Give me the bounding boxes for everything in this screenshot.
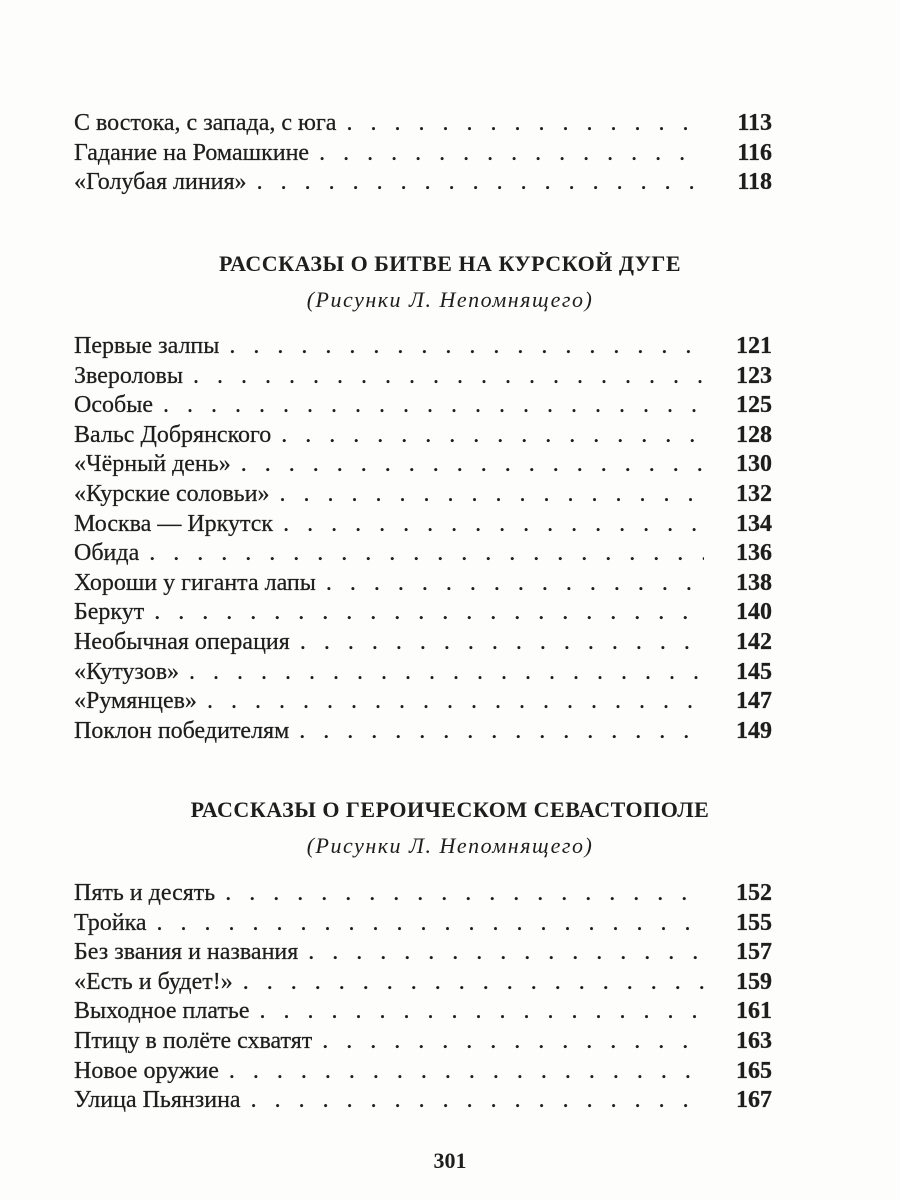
toc-entry[interactable] [74,997,772,1027]
toc-entry[interactable] [74,362,772,392]
toc-entry[interactable] [74,658,772,688]
dot-leader [157,909,704,939]
entry-title: Новое оружие [74,1057,219,1084]
entry-title: Пять и десять [74,880,216,906]
entry-page: 159 [736,968,772,995]
entry-title: Тройка [74,909,147,936]
toc-entry[interactable] [74,421,772,451]
entry-page: 157 [736,939,772,966]
entry-title: Москва — Иркутск [74,510,274,537]
toc-list-continued [74,109,772,198]
toc-entry[interactable] [74,879,772,909]
entry-title: «Румянцев» [74,688,197,715]
section-heading-sevastopol: РАССКАЗЫ О ГЕРОИЧЕСКОМ СЕВАСТОПОЛЕ [190,797,710,822]
entry-page: 149 [736,717,772,744]
entry-page: 125 [736,392,772,419]
entry-title: Беркут [74,599,145,626]
toc-entry[interactable] [74,510,772,540]
dot-leader [193,362,704,392]
toc-entry[interactable] [74,168,772,198]
entry-page: 147 [736,688,772,715]
entry-title: Необычная операция [74,628,290,655]
toc-entry[interactable] [74,938,772,968]
entry-title: Выходное платье [74,998,250,1025]
toc-entry[interactable] [74,1027,772,1057]
dot-leader [207,687,704,717]
entry-page: 142 [736,628,772,655]
entry-title: Вальс Добрянского [74,421,272,448]
dot-leader [251,1086,704,1116]
entry-title: Первые залпы [74,333,220,359]
entry-page: 113 [737,110,772,136]
dot-leader [154,598,704,628]
toc-entry[interactable] [74,569,772,599]
toc-list-sevastopol [74,879,772,1116]
entry-title: «Голубая линия» [74,169,247,196]
entry-page: 161 [736,998,772,1025]
entry-title: Улица Пьянзина [74,1087,241,1114]
entry-page: 155 [736,909,772,936]
dot-leader [346,109,704,139]
entry-page: 123 [736,362,772,389]
toc-entry[interactable] [74,968,772,998]
dot-leader [149,539,704,569]
section-subheading-sevastopol: (Рисунки Л. Непомнящего) [306,833,594,858]
dot-leader [308,938,704,968]
entry-title: Без звания и названия [74,939,299,966]
toc-list-kursk [74,332,772,746]
toc-entry[interactable] [74,1086,772,1116]
entry-title: Обида [74,540,140,567]
toc-entry[interactable] [74,539,772,569]
dot-leader [283,510,704,540]
dot-leader [241,450,704,480]
dot-leader [163,391,704,421]
dot-leader [319,139,704,169]
entry-title: Хороши у гиганта лапы [74,569,316,596]
section-subheading-kursk: (Рисунки Л. Непомнящего) [306,287,594,312]
entry-page: 140 [736,599,772,626]
entry-title: Гадание на Ромашкине [74,139,310,166]
entry-page: 132 [736,480,772,507]
entry-title: Звероловы [74,362,183,389]
entry-page: 145 [736,658,772,685]
entry-title: «Есть и будет!» [74,968,233,995]
dot-leader [300,628,704,658]
dot-leader [326,569,704,599]
entry-title: «Курские соловьи» [74,480,270,507]
entry-page: 121 [736,333,772,359]
toc-entry[interactable] [74,717,772,747]
entry-title: Особые [74,392,153,419]
entry-page: 130 [736,451,772,478]
toc-entry[interactable] [74,109,772,139]
dot-leader [229,332,704,362]
toc-entry[interactable] [74,628,772,658]
entry-page: 136 [736,540,772,567]
entry-page: 167 [736,1087,772,1114]
toc-entry[interactable] [74,332,772,362]
entry-title: Птицу в полёте схватят [74,1027,313,1054]
toc-entry[interactable] [74,391,772,421]
dot-leader [281,421,704,451]
dot-leader [189,658,704,688]
dot-leader [322,1027,704,1057]
entry-page: 118 [737,169,772,196]
entry-title: Поклон победителям [74,717,290,744]
entry-title: «Чёрный день» [74,451,231,478]
toc-entry[interactable] [74,450,772,480]
entry-page: 128 [736,421,772,448]
entry-page: 138 [736,569,772,596]
entry-page: 163 [736,1027,772,1054]
dot-leader [259,997,704,1027]
toc-entry[interactable] [74,1057,772,1087]
entry-page: 116 [737,139,772,166]
entry-title: «Кутузов» [74,658,180,685]
entry-page: 165 [736,1057,772,1084]
dot-leader [243,968,704,998]
toc-entry[interactable] [74,909,772,939]
entry-page: 134 [736,510,772,537]
page-number: 301 [433,1148,467,1173]
dot-leader [229,1057,704,1087]
toc-entry[interactable] [74,687,772,717]
dot-leader [225,879,704,909]
entry-title: С востока, с запада, с юга [74,110,337,136]
toc-entry[interactable] [74,139,772,169]
toc-entry[interactable] [74,598,772,628]
dot-leader [257,168,704,198]
dot-leader [279,480,704,510]
dot-leader [299,717,704,747]
section-heading-kursk: РАССКАЗЫ О БИТВЕ НА КУРСКОЙ ДУГЕ [218,251,682,276]
entry-page: 152 [736,880,772,906]
toc-entry[interactable] [74,480,772,510]
